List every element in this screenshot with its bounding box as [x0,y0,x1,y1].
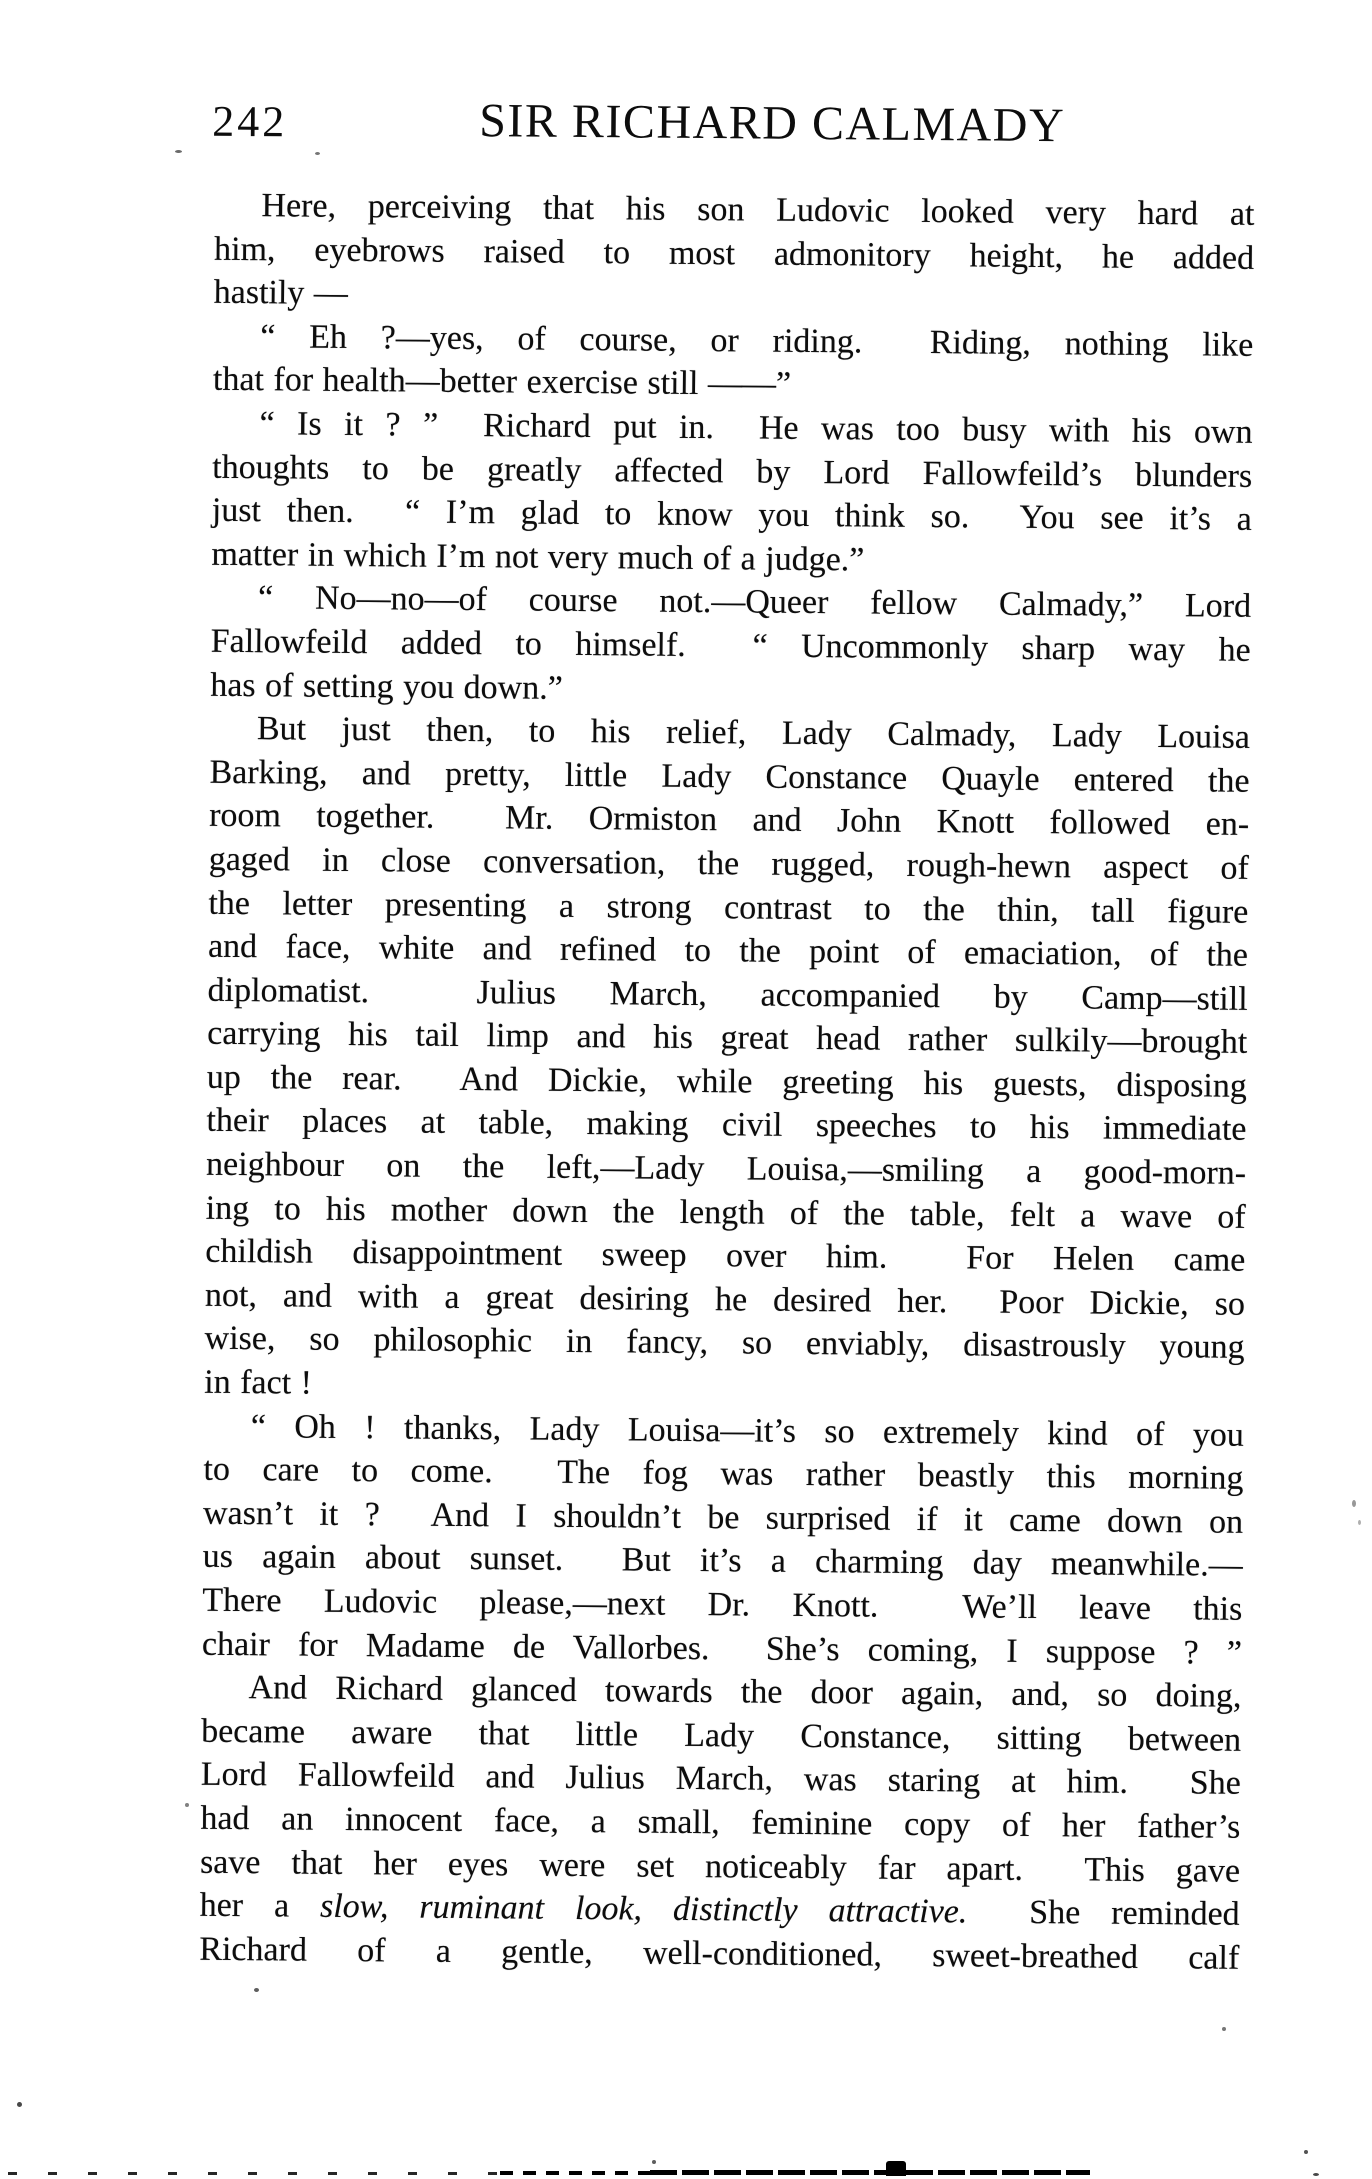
text-line: ing to his mother down the length of the table, felt a wave of [205,1189,1246,1236]
page-edge-blob-artifact [886,2161,906,2176]
text-line: wise, so philosophic in fancy, so enviably, disastrously young [204,1320,1245,1367]
paragraph [210,576,1251,716]
text-line: just then. “ I’m glad to know you think so. You see it’s a [211,491,1252,538]
text-line: room together. Mr. Ormiston and John Knott followed en- [209,797,1250,844]
ink-speck [652,2160,656,2164]
text-line: But just then, to his relief, Lady Calmady, Lady Louisa [256,710,1251,756]
running-title: SIR RICHARD CALMADY [479,94,1066,153]
text-line: “ Is it ? ” Richard put in. He was too busy with his own [259,405,1253,451]
text-line: “ Eh ?—yes, of course, or riding. Riding, nothing like [260,317,1254,364]
paragraph [199,1666,1242,1980]
text-line: neighbour on the left,—Lady Louisa,—smiling a good-morn- [205,1145,1247,1192]
ink-speck [1313,2173,1319,2176]
text-line: thoughts to be greatly affected by Lord Fallowfeild’s blunders [212,448,1253,495]
text-line: up the rear. And Dickie, while greeting his guests, disposing [206,1058,1248,1105]
page-edge-artifact [650,2170,1090,2175]
text-line: matter in which I’m not very much of a judge.” [211,535,865,579]
text-line: diplomatist. Julius March, accompanied by Camp—still [207,971,1248,1018]
paragraph [202,1404,1244,1675]
text-line: in fact ! [204,1363,313,1402]
text-line: Here, perceiving that his son Ludovic looked very hard at [261,187,1255,233]
text-line: And Richard glanced towards the door again, and, so doing, [248,1669,1242,1715]
text-line: became aware that little Lady Constance, sitting between [201,1712,1242,1759]
text-line: has of setting you down.” [210,666,563,707]
ink-speck [185,1803,189,1807]
text-line: “ Oh ! thanks, Lady Louisa—it’s so extremely kind of you [250,1407,1244,1454]
text-line: wasn’t it ? And I shouldn’t be surprised if it came down on [202,1494,1244,1541]
text-line: chair for Madame de Vallorbes. She’s coming, I suppose ? ” [201,1625,1243,1672]
ink-speck [17,2102,22,2107]
text-line: her a slow, ruminant look, distinctly attractive. She reminded [199,1886,1240,1933]
text-line: not, and with a great desiring he desired her. Poor Dickie, so [204,1276,1246,1323]
page-edge-artifact [8,2172,500,2175]
text-line: us again about sunset. But it’s a charming day meanwhile.— [202,1538,1243,1585]
text-line: the letter presenting a strong contrast to the thin, tall figure [208,884,1249,931]
text-line: had an innocent face, a small, feminine copy of her father’s [200,1799,1241,1846]
text-line: gaged in close conversation, the rugged, rough-hewn aspect of [208,840,1249,887]
paragraph [204,707,1250,1414]
ink-speck [1358,1520,1361,1525]
ink-speck [1352,1500,1356,1507]
text-line: carrying his tail limp and his great head rather sulkily—brought [207,1015,1248,1062]
text-line: to care to come. The fog was rather beastly this morning [203,1450,1244,1498]
text-line: There Ludovic please,—next Dr. Knott. We’ll leave this [202,1581,1243,1628]
paragraph [214,184,1255,324]
text-line: hastily — [213,273,349,313]
paragraph [211,402,1252,585]
paragraph [213,315,1254,411]
ink-speck [315,152,320,155]
text-line: “ No—no—of course not.—Queer fellow Calmady,” Lord [257,579,1252,626]
text-line: him, eyebrows raised to most admonitory height, he added [213,230,1255,277]
ink-speck [175,150,182,153]
ink-speck [1222,2027,1226,2031]
text-line: childish disappointment sweep over him. For Helen came [205,1232,1246,1280]
page-edge-artifact [500,2171,650,2175]
text-line: their places at table, making civil speeches to his immediate [206,1102,1247,1149]
ink-speck [254,1988,259,1992]
text-line: Lord Fallowfeild and Julius March, was staring at him. She [200,1756,1241,1803]
text-line: Richard of a gentle, well-conditioned, sweet-breathed calf [199,1930,1240,1977]
text-line: that for health—better exercise still ——” [212,361,792,404]
ink-speck [1304,2150,1308,2154]
page-number: 242 [212,96,288,147]
text-line: save that her eyes were set noticeably far apart. This gave [199,1843,1241,1890]
text-line: and face, white and refined to the point of emaciation, of the [207,927,1249,974]
text-line: Barking, and pretty, little Lady Constance Quayle entered the [209,753,1250,800]
text-column [199,184,1255,1980]
text-line: Fallowfeild added to himself. “ Uncommonly sharp way he [210,622,1251,669]
